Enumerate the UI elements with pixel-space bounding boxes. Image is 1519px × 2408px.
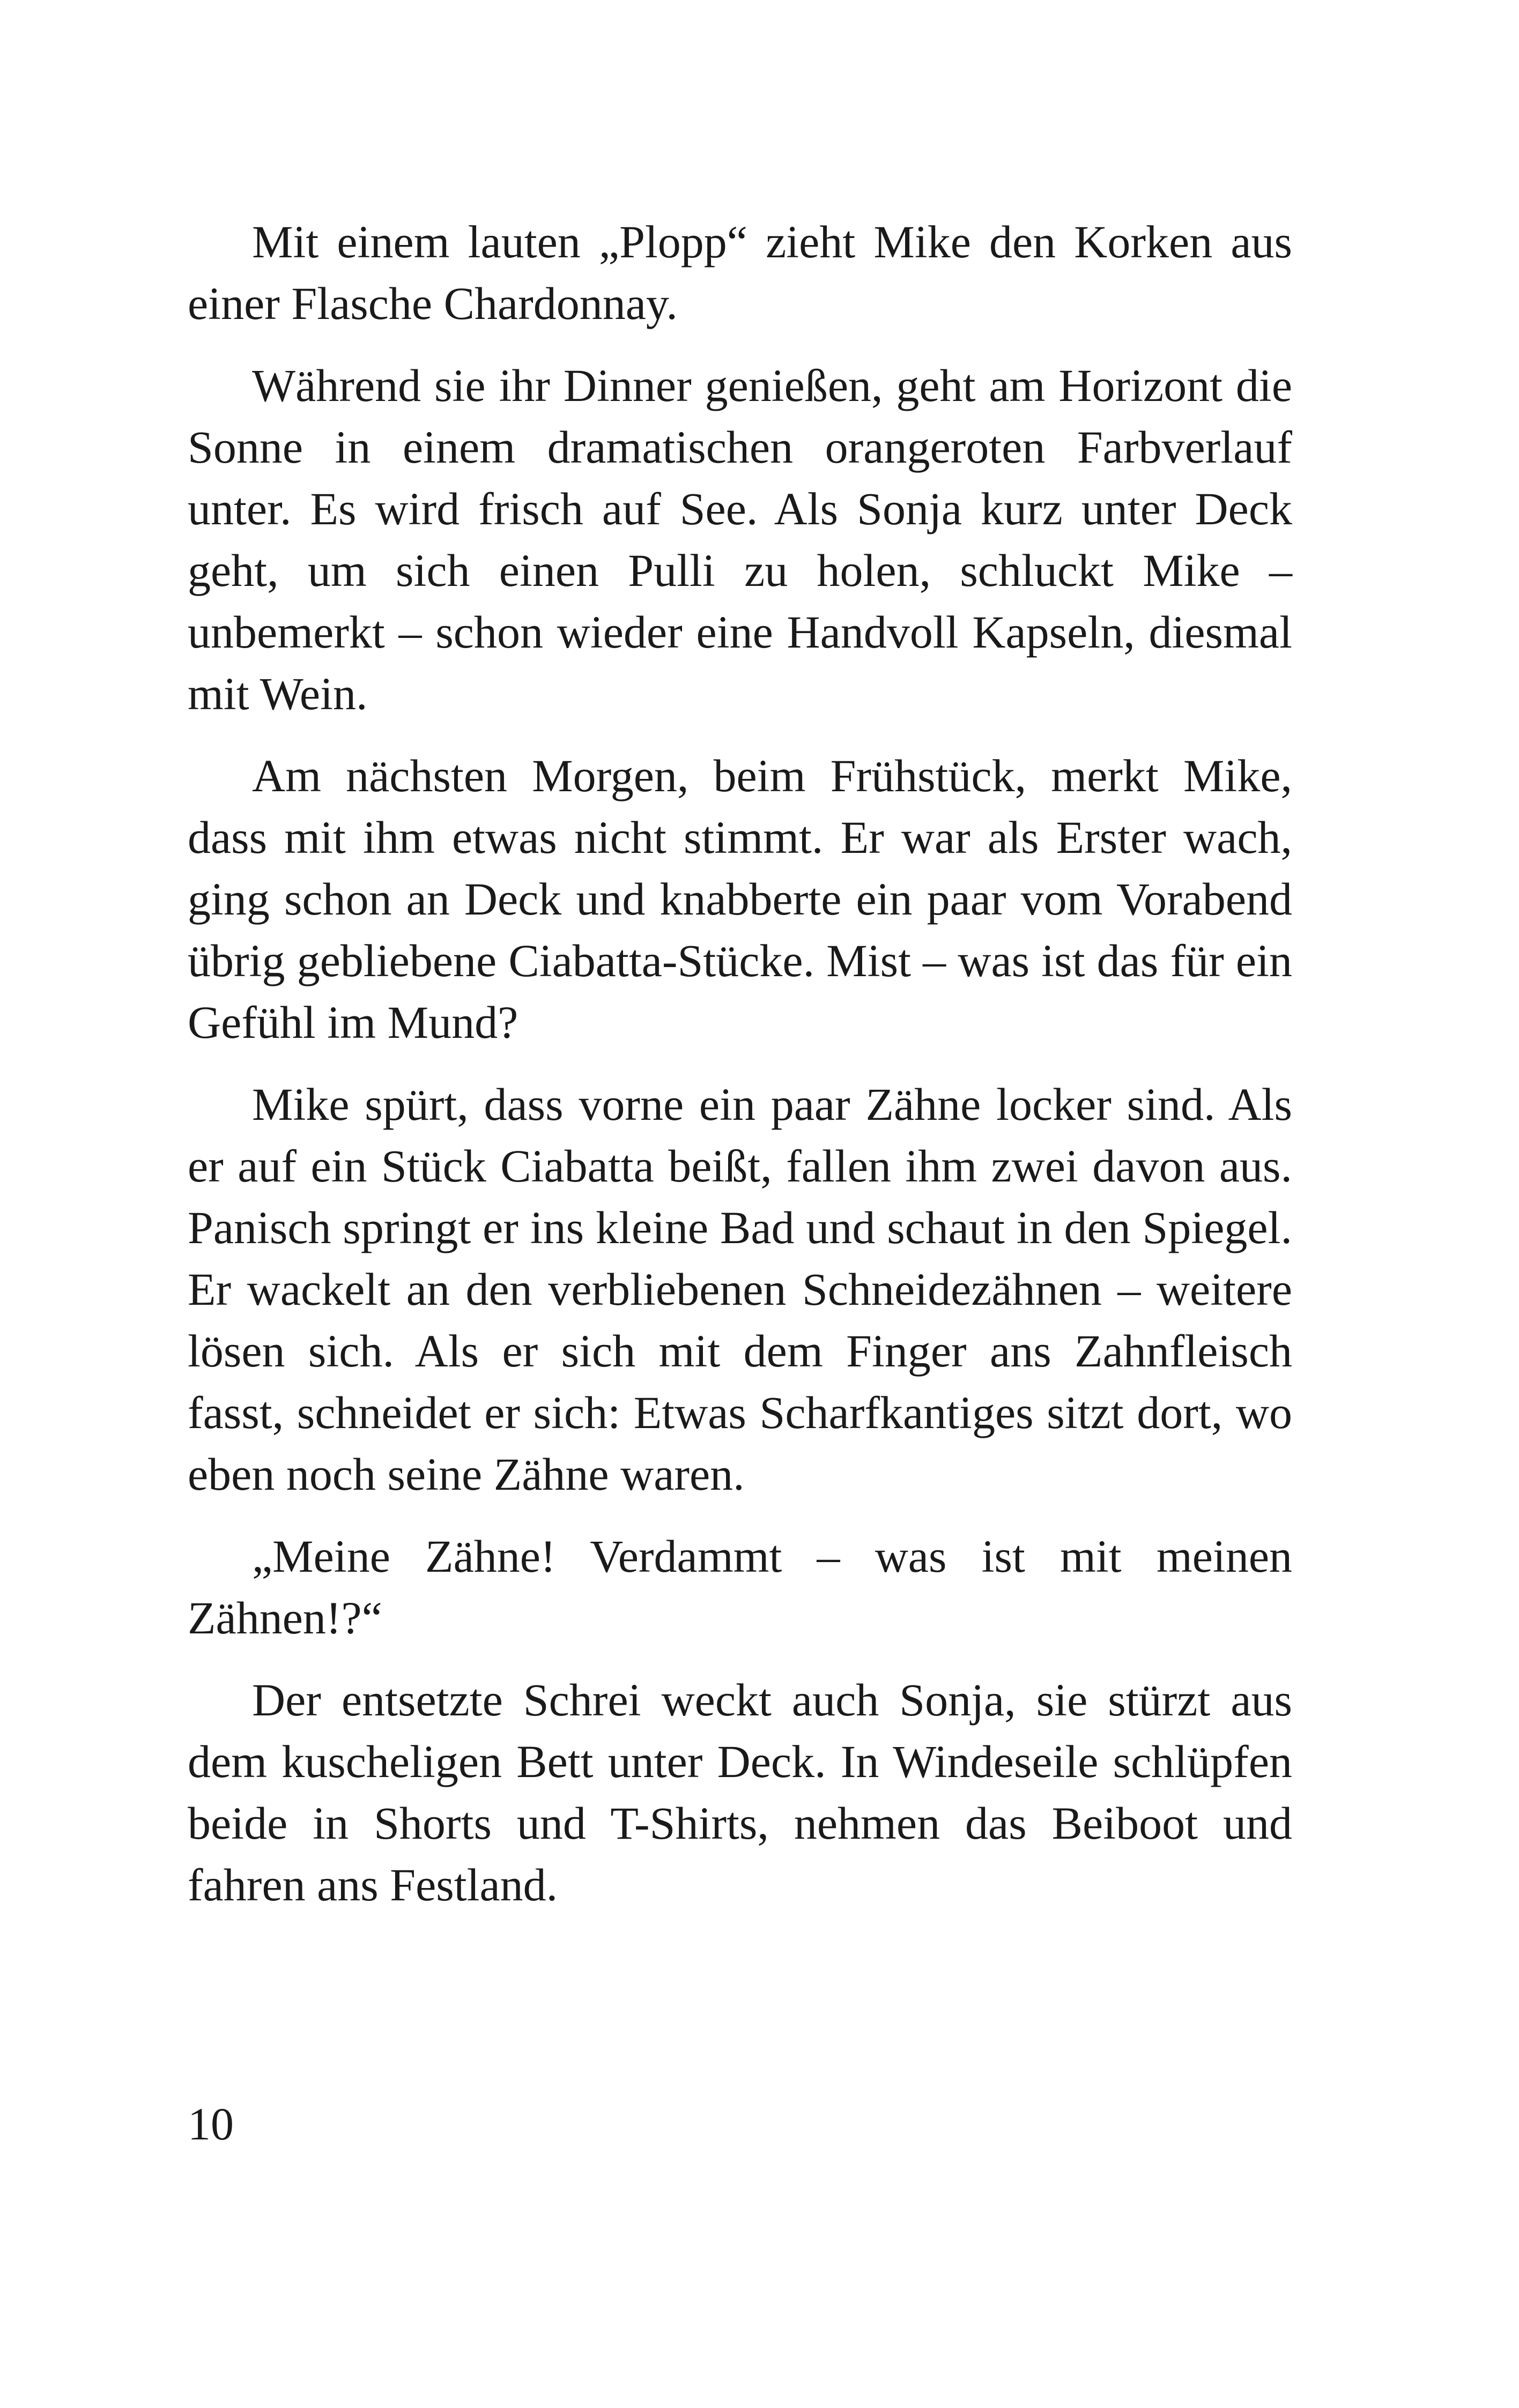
- paragraph-1: Mit einem lauten „Plopp“ zieht Mike den Korken aus einer Flasche Chardonnay.: [188, 216, 1292, 329]
- paragraph-2: Während sie ihr Dinner genießen, geht am Horizont die Sonne in einem dramatischen orangeroten Farbverlauf unter. Es wird frisch auf See. Als Sonja kurz unter Deck geht, um sich einen Pulli zu holen, schluckt Mike – unbemerkt – schon wieder eine Handvoll Kapseln, diesmal mit Wein.: [188, 360, 1292, 719]
- paragraph-4: Mike spürt, dass vorne ein paar Zähne locker sind. Als er auf ein Stück Ciabatta beißt, fallen ihm zwei davon aus. Panisch springt er ins kleine Bad und schaut in den Spiegel. Er wackelt an den verbliebenen Schneidezähnen – weitere lösen sich. Als er sich mit dem Finger ans Zahnfleisch fasst, schneidet er sich: Etwas Scharfkantiges sitzt dort, wo eben noch seine Zähne waren.: [188, 1079, 1292, 1500]
- paragraph-6: Der entsetzte Schrei weckt auch Sonja, sie stürzt aus dem kuscheligen Bett unter Deck. In Windeseile schlüpfen beide in Shorts und T-Shirts, nehmen das Beiboot und fahren ans Festland.: [188, 1674, 1292, 1911]
- body-text: [188, 211, 1292, 1936]
- paragraph-5: „Meine Zähne! Verdammt – was ist mit meinen Zähnen!?“: [188, 1530, 1292, 1644]
- paragraph-3: Am nächsten Morgen, beim Frühstück, merkt Mike, dass mit ihm etwas nicht stimmt. Er war als Erster wach, ging schon an Deck und knabberte ein paar vom Vorabend übrig gebliebene Ciabatta-Stücke. Mist – was ist das für ein Gefühl im Mund?: [188, 750, 1292, 1048]
- page-number: 10: [188, 2098, 234, 2150]
